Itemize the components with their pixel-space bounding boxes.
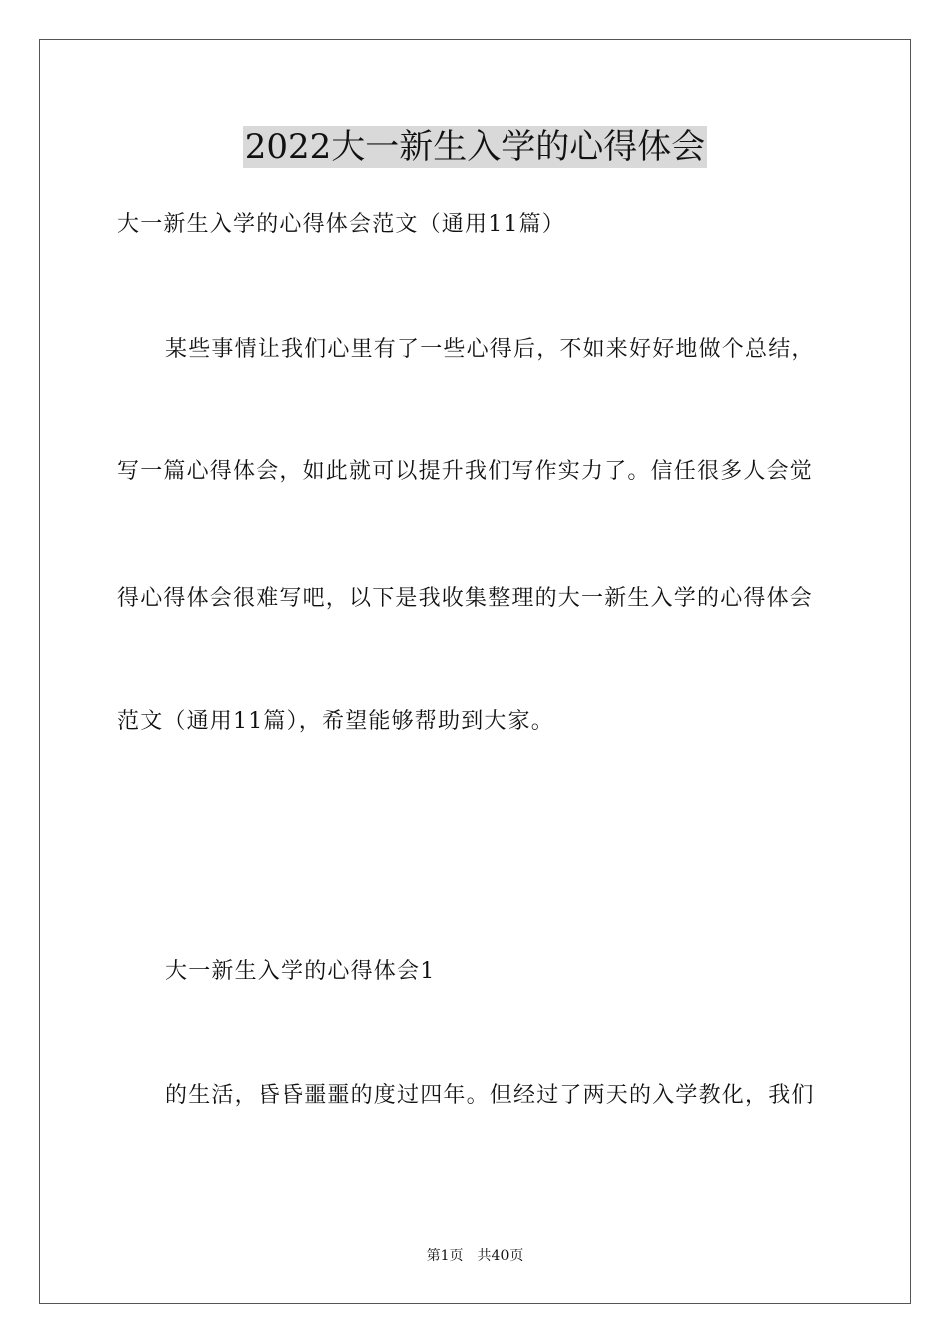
paragraph-line: 的生活，昏昏噩噩的度过四年。但经过了两天的入学教化，我们 bbox=[165, 1083, 815, 1108]
paragraph-line: 得心得体会很难写吧，以下是我收集整理的大一新生入学的心得体会 bbox=[117, 586, 814, 611]
document-title: 2022大一新生入学的心得体会 bbox=[244, 127, 706, 167]
page-number-current: 第1页 bbox=[426, 1248, 464, 1264]
paragraph-line: 范文（通用11篇），希望能够帮助到大家。 bbox=[117, 709, 554, 734]
page-footer bbox=[0, 1247, 950, 1265]
section-heading: 大一新生入学的心得体会1 bbox=[165, 959, 436, 984]
page-number-total: 共40页 bbox=[477, 1248, 524, 1264]
paragraph-line: 写一篇心得体会，如此就可以提升我们写作实力了。信任很多人会觉 bbox=[117, 459, 814, 484]
subtitle-line: 大一新生入学的心得体会范文（通用11篇） bbox=[117, 212, 565, 237]
title-container bbox=[0, 126, 950, 168]
paragraph-line: 某些事情让我们心里有了一些心得后，不如来好好地做个总结， bbox=[165, 337, 815, 362]
